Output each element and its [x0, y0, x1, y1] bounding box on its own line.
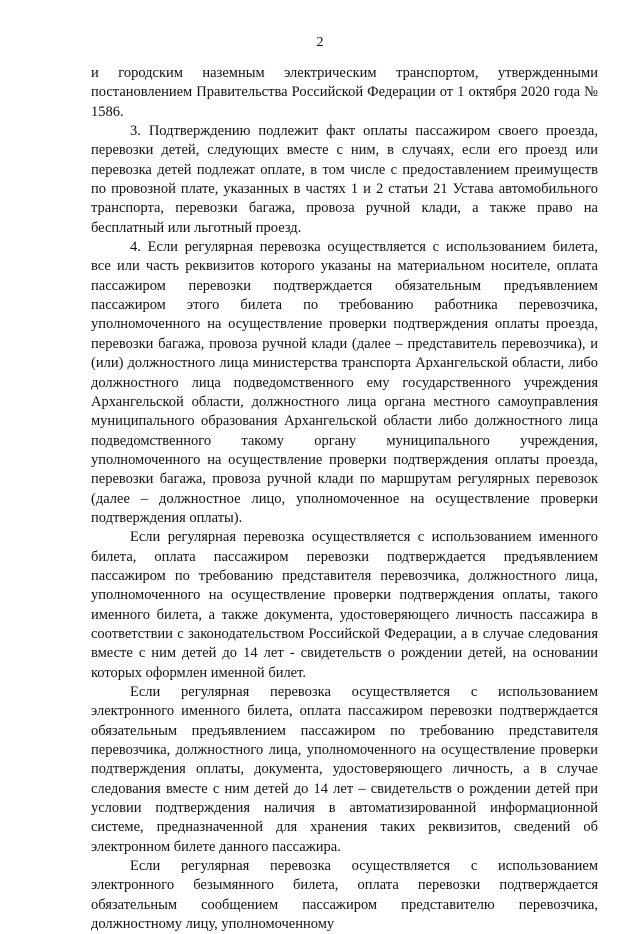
- paragraph-3: 3. Подтверждению подлежит факт оплаты пассажиром своего проезда, перевозки детей, следующих вместе с ним, в случаях, если его проезд или перевозка детей подлежат оплате, в том числе с предоставлением преимуществ по провозной плате, указанных в частях 1 и 2 статьи 21 Устава автомобильного транспорта, перевозки багажа, провоза ручной клади, а также право на бесплатный или льготный проезд.: [91, 123, 598, 236]
- paragraph-4: 4. Если регулярная перевозка осуществляется с использованием билета, все или часть реквизитов которого указаны на материальном носителе, оплата пассажиром перевозки подтверждается обязательным предъявлением пассажиром этого билета по требованию работника перевозчика, уполномоченного на осуществление проверки подтверждения оплаты проезда, перевозки багажа, провоза ручной клади (далее – представитель перевозчика), и (или) должностного лица министерства транспорта Архангельской области, либо должностного лица подведомственного ему государственного учреждения Архангельской области, должностного лица органа местного самоуправления муниципального образования Архангельской области либо должностного лица подведомственного такому органу муниципального учреждения, уполномоченного на осуществление проверки подтверждения оплаты проезда, перевозки багажа, провоза ручной клади по маршрутам регулярных перевозок (далее – должностное лицо, уполномоченное на осуществление проверки подтверждения оплаты).: [91, 239, 598, 526]
- paragraph-electronic-anonymous-ticket: Если регулярная перевозка осуществляется с использованием электронного безымянного билета, оплата перевозки подтверждается обязательным сообщением пассажиром представителю перевозчика, должностному лицу, уполномоченному: [91, 858, 598, 933]
- paragraph-electronic-named-ticket: Если регулярная перевозка осуществляется с использованием электронного именного билета, оплата пассажиром перевозки подтверждается обязательным предъявлением пассажиром по требованию представителя перевозчика, должностного лица, уполномоченного на осуществление проверки подтверждения оплаты, документа, удостоверяющего личность, а в случае следования вместе с ним детей до 14 лет – свидетельств о рождении детей при условии подтверждения наличия в автоматизированной информационной системе, предназначенной для хранения таких реквизитов, сведений об электронном билете данного пассажира.: [91, 684, 598, 855]
- page-number: 2: [316, 35, 324, 50]
- paragraph-named-ticket: Если регулярная перевозка осуществляется с использованием именного билета, оплата пассажиром перевозки подтверждается предъявлением пассажиром по требованию представителя перевозчика, должностного лица, уполномоченного на осуществление проверки подтверждения оплаты, такого именного билета, а также документа, удостоверяющего личность пассажира в соответствии с законодательством Российской Федерации, а в случае следования вместе с ним детей до 14 лет - свидетельств о рождении детей, на основании которых оформлен именной билет.: [91, 529, 598, 681]
- paragraph-continuation: и городским наземным электрическим транспортом, утвержденными постановлением Правительства Российской Федерации от 1 октября 2020 года № 1586.: [91, 65, 598, 120]
- document-body: [91, 64, 598, 934]
